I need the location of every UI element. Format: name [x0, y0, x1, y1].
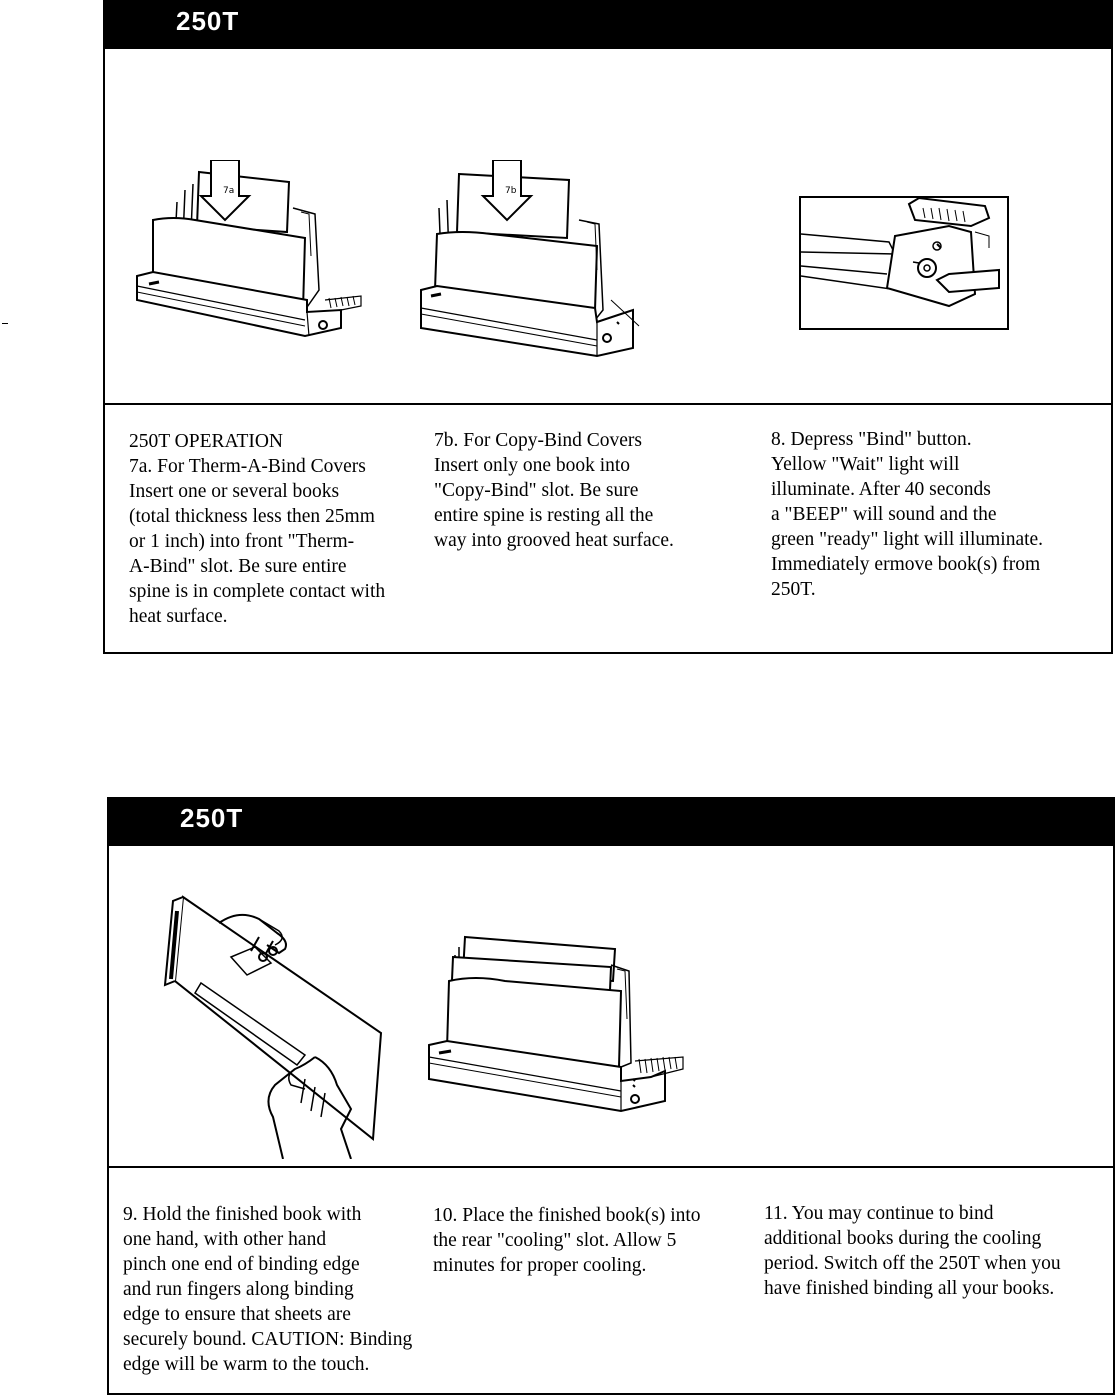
panel-divider-1 — [105, 403, 1111, 405]
stray-mark — [2, 323, 8, 324]
illustration-9-hand-checking-binding — [155, 889, 395, 1159]
illustration-7b-binder-copybind-slot — [411, 160, 651, 360]
header-title: 250T — [180, 803, 244, 833]
arrow-label-7b: 7b — [505, 186, 517, 196]
illustration-10-cooling-slot — [425, 933, 695, 1133]
panel-header-2 — [107, 797, 1115, 846]
illustration-7a-binder-front-slot — [129, 160, 369, 345]
instruction-panel-1 — [103, 0, 1113, 654]
step-11-text: 11. You may continue to bind additional books during the cooling period. Switch off the 250T when you have finished binding all your books. — [764, 1203, 1061, 1299]
arrow-label-7a: 7a — [223, 186, 235, 196]
step-8-text: 8. Depress "Bind" button. Yellow "Wait" light will illuminate. After 40 seconds a "BEEP" will sound and the green "ready" light will illuminate. Immediately ermove book(s) from 250T. — [771, 429, 1044, 600]
step-7b-text: 7b. For Copy-Bind Covers Insert only one book into "Copy-Bind" slot. Be sure entire spine is resting all the way into grooved heat surface. — [434, 430, 674, 551]
panel-header-1 — [103, 0, 1113, 49]
step-7a-text: 250T OPERATION 7a. For Therm-A-Bind Covers Insert one or several books (total thickness less then 25mm or 1 inch) into front "Therm- A-Bind" slot. Be sure entire spine is in complete contact with heat surface. — [129, 431, 386, 627]
header-title: 250T — [176, 6, 240, 36]
illustration-8-bind-button-detail — [799, 196, 1011, 332]
panel-divider-2 — [109, 1166, 1113, 1168]
step-10-text: 10. Place the finished book(s) into the rear "cooling" slot. Allow 5 minutes for proper cooling. — [433, 1205, 701, 1276]
instruction-panel-2 — [107, 797, 1115, 1395]
step-9-text: 9. Hold the finished book with one hand, with other hand pinch one end of binding edge and run fingers along binding edge to ensure that sheets are securely bound. CAUTION: Binding edge will be warm to the touch. — [123, 1204, 413, 1375]
